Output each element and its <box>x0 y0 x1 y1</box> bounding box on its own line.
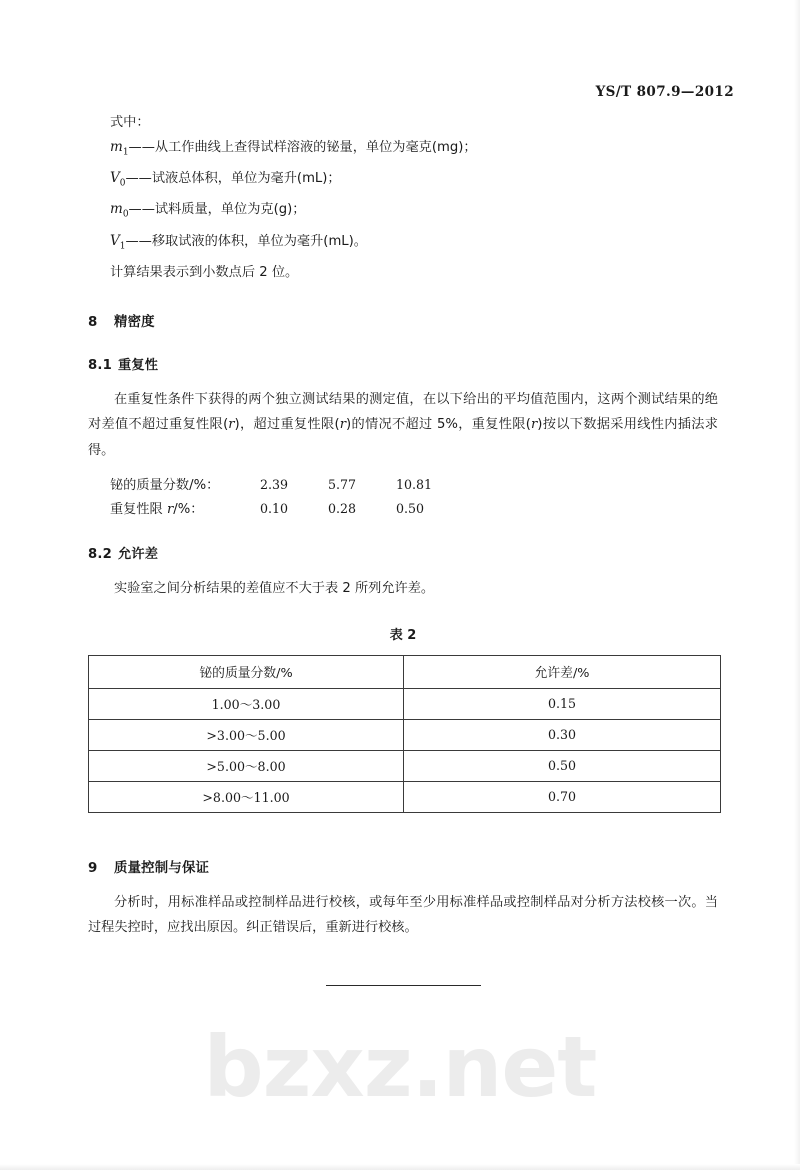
table-header-permissible-difference: 允许差/% <box>404 655 721 688</box>
symbol-r-3: r <box>530 417 538 433</box>
table-header-mass-fraction: 铋的质量分数/% <box>89 655 404 688</box>
clause-9-number: 9 <box>88 860 98 876</box>
clause-8-2-number: 8.2 <box>88 547 112 563</box>
watermark-bzxz: bzxz.net <box>203 1018 597 1116</box>
clause-8-2-heading <box>88 543 718 562</box>
repeatability-text-part3: )的情况不超过 5%，重复性限( <box>346 417 531 433</box>
clause-8-title: 精密度 <box>114 314 155 330</box>
variable-symbol: $m_0$ <box>110 201 129 221</box>
formula-variable-m1 <box>110 135 718 166</box>
symbol-r-2: r <box>339 417 346 433</box>
clause-9-title: 质量控制与保证 <box>114 860 210 876</box>
page-content <box>88 110 718 986</box>
table-row <box>89 688 721 719</box>
formula-legend-label: 式中： <box>110 115 150 130</box>
variable-dash: —— <box>128 140 155 155</box>
table-cell-range: 1.00～3.00 <box>89 688 404 719</box>
repeatability-limit-row <box>110 497 718 521</box>
repeatability-mass-fraction-value-2: 5.77 <box>328 477 357 493</box>
repeatability-text-part2: )，超过重复性限( <box>234 417 340 433</box>
variable-dash: —— <box>125 233 152 249</box>
page-edge-right <box>794 0 800 1170</box>
repeatability-limit-value-1: 0.10 <box>260 501 289 517</box>
clause-8-1-paragraph <box>88 387 718 464</box>
table-header-row <box>89 655 721 688</box>
clause-8-1-number: 8.1 <box>88 357 112 373</box>
repeatability-limit-label: 重复性限 r/%： <box>110 502 204 518</box>
clause-9-heading <box>88 857 718 876</box>
page-header-standard-number: YS/T 807.9—2012 <box>595 84 734 100</box>
table-row <box>89 781 721 812</box>
clause-8-heading <box>88 311 718 330</box>
table-cell-tolerance: 0.50 <box>404 750 721 781</box>
table-cell-tolerance: 0.70 <box>404 781 721 812</box>
clause-8-number: 8 <box>88 314 98 330</box>
variable-dash: —— <box>128 202 155 218</box>
formula-variable-v0 <box>110 166 718 197</box>
variable-description: 移取试液的体积，单位为毫升(mL)。 <box>151 233 367 249</box>
repeatability-mass-fraction-label: 铋的质量分数/%： <box>110 478 220 494</box>
formula-rounding-note: 计算结果表示到小数点后 2 位。 <box>110 264 299 280</box>
variable-dash: —— <box>125 171 152 187</box>
repeatability-mass-fraction-value-3: 10.81 <box>396 477 433 493</box>
table-row <box>89 719 721 750</box>
clause-9-paragraph: 分析时，用标准样品或控制样品进行校核，或每年至少用标准样品或控制样品对分析方法校核一次。当过程失控时，应找出原因。纠正错误后，重新进行校核。 <box>88 894 718 936</box>
clause-8-2-paragraph: 实验室之间分析结果的差值应不大于表 2 所列允许差。 <box>114 581 435 597</box>
table-cell-range: >5.00～8.00 <box>89 750 404 781</box>
clause-8-1-heading <box>88 354 718 373</box>
variable-symbol: $m_1$ <box>110 139 129 158</box>
table-row <box>89 750 721 781</box>
table-2-caption: 表 2 <box>389 627 417 643</box>
formula-variable-m0 <box>110 197 718 228</box>
variable-symbol: $V_1$ <box>110 232 126 252</box>
repeatability-limit-value-3: 0.50 <box>396 501 425 517</box>
page-edge-bottom <box>0 1164 800 1170</box>
repeatability-mass-fraction-value-1: 2.39 <box>260 477 289 493</box>
variable-description: 试料质量，单位为克(g)； <box>154 202 306 218</box>
repeatability-text-part1: 在重复性条件下获得的两个独立测试结果的测定值，在以下给出的平均值范围内，这两个测试结果的绝对差值不超过重复性限( <box>88 391 718 433</box>
repeatability-mass-fraction-row <box>110 473 718 497</box>
formula-variable-v1 <box>110 229 718 260</box>
variable-symbol: $V_0$ <box>110 170 126 189</box>
table-cell-tolerance: 0.30 <box>404 719 721 750</box>
table-cell-range: >8.00～11.00 <box>89 781 404 812</box>
clause-8-1-title: 重复性 <box>118 357 159 373</box>
symbol-r-1: r <box>228 417 235 433</box>
table-cell-tolerance: 0.15 <box>404 688 721 719</box>
formula-variable-list <box>110 135 718 260</box>
table-2-permissible-difference <box>88 655 721 813</box>
repeatability-limit-value-2: 0.28 <box>328 501 357 517</box>
variable-description: 从工作曲线上查得试样溶液的铋量，单位为毫克(mg)； <box>154 140 477 155</box>
repeatability-text-part4: )按以下数据采用线性内插法求得。 <box>88 417 718 458</box>
table-cell-range: >3.00～5.00 <box>89 719 404 750</box>
clause-8-2-title: 允许差 <box>118 547 159 563</box>
end-of-document-rule <box>326 985 481 986</box>
variable-description: 试液总体积，单位为毫升(mL)； <box>151 171 341 187</box>
